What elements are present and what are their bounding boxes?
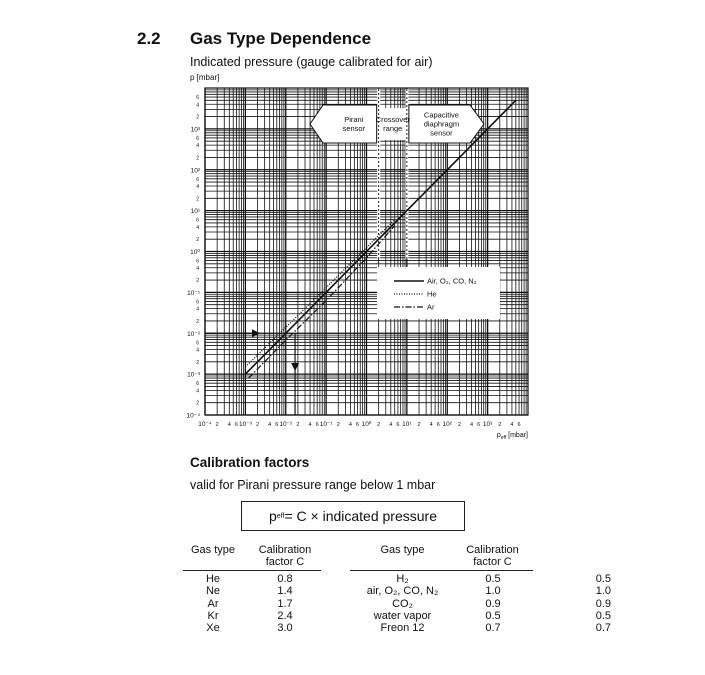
region-label: sensor bbox=[342, 124, 366, 133]
left-gas-header: Gas type bbox=[190, 544, 236, 556]
right-factor-cell-0: 0.5 bbox=[485, 573, 501, 585]
x-minor-tick-label: 4 bbox=[389, 422, 393, 428]
margin-value-cell-1: 1.0 bbox=[595, 585, 611, 598]
y-minor-tick-label: 6 bbox=[196, 381, 199, 388]
margin-value-cell-3: 0.5 bbox=[595, 609, 611, 622]
left-factor-column bbox=[250, 573, 320, 634]
x-minor-tick-label: 2 bbox=[417, 422, 421, 428]
y-tick-label: 10⁻¹ bbox=[187, 289, 200, 297]
x-tick-label: 10³ bbox=[482, 421, 493, 428]
right-gas-cell-2: CO₂ bbox=[392, 597, 413, 610]
chart-subtitle: Indicated pressure (gauge calibrated for air) bbox=[190, 55, 433, 69]
right-factor-header-line2: factor C bbox=[473, 556, 512, 568]
y-minor-tick-label: 2 bbox=[196, 237, 199, 244]
right-gas-cell-0: H₂ bbox=[396, 573, 409, 585]
left-factor-header bbox=[250, 544, 320, 568]
y-tick-label: 10⁻⁴ bbox=[186, 412, 200, 420]
left-factor-cell-2: 1.7 bbox=[277, 597, 293, 610]
margin-value-cell-4: 0.7 bbox=[595, 622, 611, 635]
x-minor-tick-label: 2 bbox=[498, 422, 502, 428]
y-minor-tick-label: 4 bbox=[196, 306, 199, 313]
x-tick-label: 10⁻² bbox=[279, 421, 293, 428]
x-axis-label: $p_{eff}$ [mbar] bbox=[496, 432, 528, 441]
region-label: diaphragm bbox=[423, 119, 460, 129]
x-minor-tick-label: 2 bbox=[215, 422, 219, 428]
x-minor-tick-label: 2 bbox=[377, 422, 381, 428]
y-minor-tick-label: 2 bbox=[196, 114, 199, 121]
right-gas-cell-3: water vapor bbox=[373, 609, 432, 622]
y-minor-tick-label: 6 bbox=[196, 176, 199, 183]
left-gas-cell-1: Ne bbox=[205, 585, 221, 598]
left-factor-cell-1: 1.4 bbox=[277, 585, 293, 598]
left-factor-cell-4: 3.0 bbox=[277, 622, 293, 635]
y-tick-label: 10¹ bbox=[190, 208, 200, 216]
legend-box bbox=[377, 267, 500, 319]
right-factor-header bbox=[455, 544, 530, 568]
y-tick-label: 10⁻² bbox=[187, 330, 200, 338]
x-minor-tick-label: 6 bbox=[315, 422, 319, 428]
region-label: range bbox=[383, 124, 403, 133]
x-minor-tick-label: 6 bbox=[517, 422, 521, 428]
region-label: Crossover bbox=[375, 115, 410, 124]
x-minor-tick-label: 2 bbox=[296, 422, 300, 428]
right-factor-header-line1: Calibration bbox=[466, 544, 519, 556]
example-arrowhead-right bbox=[252, 329, 260, 337]
section-number: 2.2 bbox=[137, 29, 161, 48]
series-line-2 bbox=[249, 226, 395, 379]
y-minor-tick-label: 2 bbox=[196, 318, 199, 325]
gas-type-dependence-chart bbox=[185, 85, 535, 450]
left-table-rule bbox=[183, 570, 321, 571]
left-factor-header-line1: Calibration bbox=[258, 544, 312, 556]
right-table-rule bbox=[350, 570, 533, 571]
y-minor-tick-label: 2 bbox=[196, 196, 199, 203]
x-minor-tick-label: 4 bbox=[470, 422, 474, 428]
left-gas-cell-4: Xe bbox=[206, 622, 220, 635]
y-minor-tick-label: 4 bbox=[196, 102, 199, 109]
x-minor-tick-label: 6 bbox=[477, 422, 481, 428]
calibration-subtitle: valid for Pirani pressure range below 1 mbar bbox=[190, 478, 436, 492]
y-minor-tick-label: 6 bbox=[196, 135, 199, 142]
y-minor-tick-label: 4 bbox=[196, 347, 199, 354]
right-gas-header: Gas type bbox=[380, 544, 425, 556]
formula-rhs: = C × indicated pressure bbox=[284, 508, 437, 524]
x-minor-tick-label: 2 bbox=[457, 422, 461, 428]
y-minor-tick-label: 4 bbox=[196, 265, 199, 272]
left-gas-column bbox=[183, 573, 243, 634]
x-minor-tick-label: 4 bbox=[268, 422, 272, 428]
y-minor-tick-label: 6 bbox=[196, 217, 199, 224]
x-tick-label: 10⁻¹ bbox=[319, 421, 333, 428]
right-factor-cell-4: 0.7 bbox=[485, 622, 501, 635]
y-minor-tick-label: 2 bbox=[196, 359, 199, 366]
right-factor-column bbox=[458, 573, 528, 634]
x-minor-tick-label: 2 bbox=[336, 422, 340, 428]
legend-label: He bbox=[427, 289, 437, 299]
x-minor-tick-label: 6 bbox=[356, 422, 360, 428]
margin-value-cell-2: 0.9 bbox=[595, 597, 611, 610]
left-factor-header-line2: factor C bbox=[265, 556, 305, 568]
y-minor-tick-label: 2 bbox=[196, 400, 199, 407]
y-minor-tick-label: 6 bbox=[196, 299, 199, 306]
left-gas-cell-2: Ar bbox=[207, 597, 219, 610]
left-factor-cell-0: 0.8 bbox=[277, 573, 293, 585]
right-factor-cell-3: 0.5 bbox=[485, 609, 501, 622]
y-tick-label: 10⁰ bbox=[190, 249, 200, 256]
region-label: sensor bbox=[430, 128, 453, 138]
x-minor-tick-label: 4 bbox=[510, 422, 514, 428]
y-minor-tick-label: 2 bbox=[196, 278, 199, 285]
calibration-title: Calibration factors bbox=[190, 455, 310, 470]
y-tick-label: 10⁻³ bbox=[187, 371, 200, 379]
y-minor-tick-label: 6 bbox=[196, 258, 199, 265]
region-label: Pirani bbox=[344, 115, 364, 124]
x-tick-label: 10¹ bbox=[402, 421, 412, 428]
right-factor-cell-2: 0.9 bbox=[485, 597, 501, 610]
y-minor-tick-label: 6 bbox=[196, 95, 199, 102]
margin-value-cell-0: 0.5 bbox=[595, 573, 611, 585]
x-tick-label: 10⁻⁴ bbox=[198, 421, 212, 428]
x-minor-tick-label: 2 bbox=[255, 422, 260, 428]
y-minor-tick-label: 6 bbox=[196, 340, 199, 347]
y-minor-tick-label: 4 bbox=[196, 184, 199, 191]
right-gas-cell-1: air, O₂, CO, N₂ bbox=[366, 585, 439, 598]
x-minor-tick-label: 4 bbox=[308, 422, 312, 428]
right-factor-cell-1: 1.0 bbox=[485, 585, 501, 598]
right-gas-column bbox=[350, 573, 455, 634]
formula-lhs: p bbox=[269, 508, 277, 524]
x-minor-tick-label: 4 bbox=[348, 422, 352, 428]
y-minor-tick-label: 4 bbox=[196, 388, 199, 395]
region-label: Capacitive bbox=[423, 110, 459, 120]
x-minor-tick-label: 6 bbox=[396, 422, 400, 428]
left-factor-cell-3: 2.4 bbox=[277, 609, 293, 622]
x-tick-label: 10⁰ bbox=[361, 421, 372, 428]
left-gas-cell-3: Kr bbox=[207, 609, 219, 622]
y-tick-label: 10² bbox=[190, 167, 200, 175]
right-gas-cell-4: Freon 12 bbox=[380, 622, 425, 635]
legend-label: Air, O₂, CO, N₂ bbox=[427, 276, 477, 286]
left-gas-cell-0: He bbox=[205, 573, 221, 585]
formula-lhs-subscript: eff bbox=[276, 512, 285, 520]
y-minor-tick-label: 4 bbox=[196, 143, 199, 150]
y-axis-label: p [mbar] bbox=[190, 73, 220, 82]
x-minor-tick-label: 4 bbox=[227, 422, 231, 428]
calibration-formula bbox=[241, 501, 465, 531]
y-tick-label: 10³ bbox=[190, 126, 200, 134]
x-minor-tick-label: 4 bbox=[429, 422, 433, 428]
legend-label: Ar bbox=[427, 302, 435, 312]
x-minor-tick-label: 6 bbox=[275, 422, 279, 428]
y-minor-tick-label: 2 bbox=[196, 155, 199, 162]
x-minor-tick-label: 6 bbox=[234, 422, 238, 428]
margin-value-column bbox=[571, 573, 611, 634]
x-tick-label: 10² bbox=[442, 421, 452, 428]
x-minor-tick-label: 6 bbox=[436, 422, 440, 428]
x-tick-label: 10⁻³ bbox=[238, 421, 252, 428]
y-minor-tick-label: 4 bbox=[196, 224, 199, 231]
section-title: Gas Type Dependence bbox=[190, 29, 372, 48]
